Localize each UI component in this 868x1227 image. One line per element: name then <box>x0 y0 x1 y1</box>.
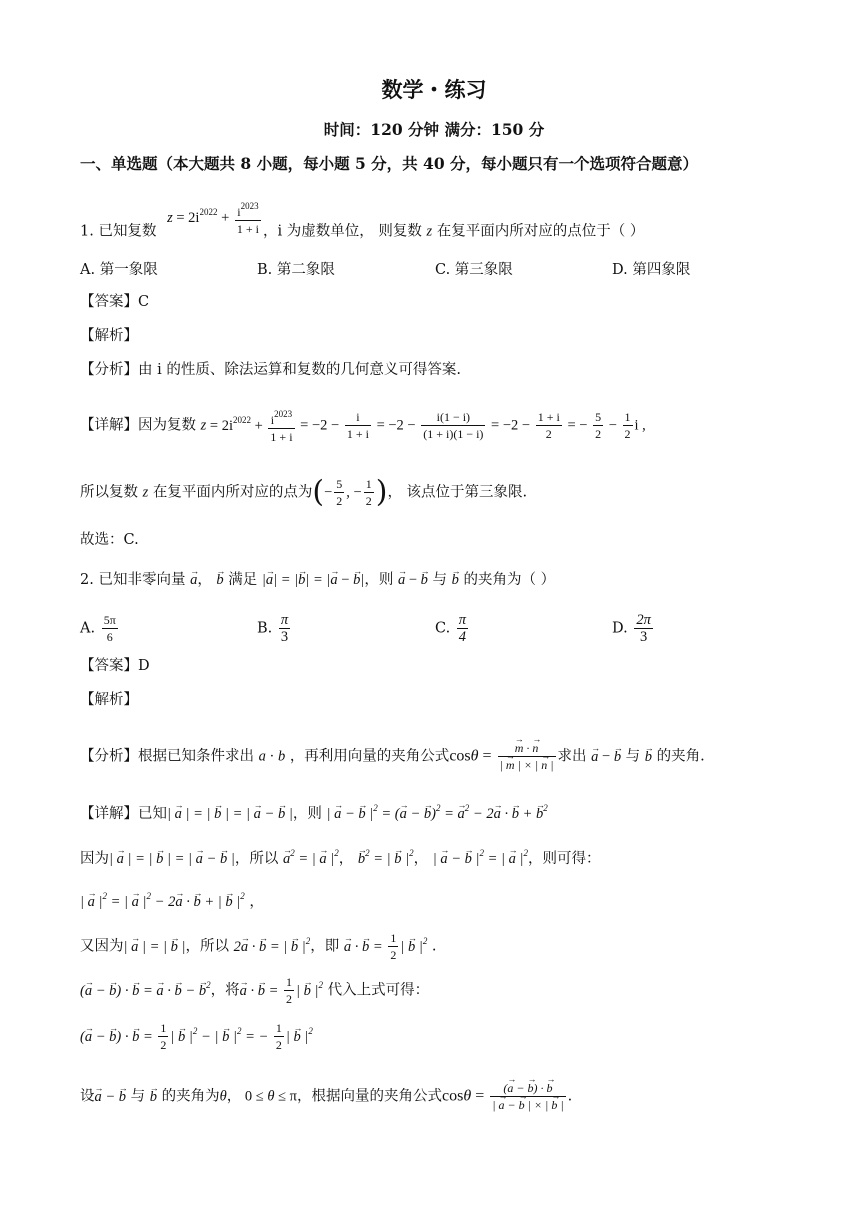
section-heading: 一、单选题（本大题共 8 小题，每小题 5 分，共 40 分，每小题只有一个选项符合题意） <box>80 154 699 173</box>
q1-jiexi: 【解析】 <box>80 328 138 344</box>
q1-option-d: D. 第四象限 <box>612 262 691 278</box>
q2-angle-line: 设→ a − → b 与 → b 的夹角为θ， 0 ≤ θ ≤ π，根据向量的夹角公式cosθ = $\frac{(\to a - \to b) \cdot \to b}{| \to a - \to b | \times | \to b |}$ . <box>80 1080 572 1113</box>
q2-because-line: 因为| → a | = | → b | = | → a − → b |，所以 → $a^2$ = | → a $|^2$， → $b^2$ = | → b $|^2$， | → a − → b $|^2$ = | → a $|^2$，则可得： <box>80 843 601 869</box>
q2-xiangjie: 【详解】已知| → a | = | → b | = | → a − → b |，则 | → a − → b $|^2$ = (→ a − → b)$^2$ = → $a^2 - 2\to a$ · → b + → $b^2$ <box>80 798 548 824</box>
question-1: 1. 已知复数 $z = 2i^{2022}$ + $\frac{i^{2023}}{1 + i}$ ，i 为虚数单位， 则复数 z 在复平面内所对应的点位于（ ） <box>80 212 644 251</box>
q1-option-a: A. 第一象限 <box>80 262 158 278</box>
q2-answer: 【答案】D <box>80 658 150 674</box>
q2-fenxi: 【分析】根据已知条件求出 a · b ，再利用向量的夹角公式cosθ = → $\frac{m \cdot \to n}{| \to m | \times | \to n |}$ 求出 → a − → b 与 → b 的夹角. <box>80 740 705 773</box>
question-2: 2. 已知非零向量 → a， → b 满足 |→ a| = |→ b| = |→ a − → b|，则 → a − → b 与 → b 的夹角为（ ） <box>80 570 555 590</box>
q1-option-c: C. 第三象限 <box>435 262 513 278</box>
q1-point: 所以复数 z 在复平面内所对应的点为(− $\frac{5}{2}$ , − $\frac{1}{2}$ )， 该点位于第三象限. <box>80 474 528 510</box>
q2-equation-1: | → a $|^2$ = | → a $|^2 - 2\to a$ · → b + | → b $|^2$ ， <box>80 886 264 912</box>
q2-option-c: C. $\frac{\pi}{4}$ <box>435 612 467 645</box>
q2-option-a: A. $\frac{5\pi}{6}$ <box>80 613 116 644</box>
q2-equation-4: (→ a − → b) · → b = $\frac{1}{2}$ | → b $|^2$ − | → b $|^2$ = − $\frac{1}{2}$ | → b $|^2$ <box>80 1020 313 1053</box>
q1-answer: 【答案】C <box>80 294 150 310</box>
q1-xiangjie: 【详解】因为复数 $z = 2i^{2022}$ + $\frac{i^{2023}}{1 + i}$ = −2 − $\frac{i}{1 + i}$ = −2 − $\frac{i(1 - i)}{(1 + i)(1 - i)}$ = −2 − $\frac{1 + i}{2}$ = − $\frac{5}{2}$ − $\frac{1}{2}$ i , <box>80 406 646 445</box>
q2-option-b: B. $\frac{\pi}{3}$ <box>257 612 289 645</box>
q2-equation-3: (→ a − → b) · → b = → a · → b − → $b^2$，将→ a · → b = $\frac{1}{2}$ | → b $|^2$ 代入上式可得： <box>80 974 429 1007</box>
q2-jiexi: 【解析】 <box>80 692 138 708</box>
q2-equation-2: 又因为| → a | = | → b |，所以 2→ a · → b = | → b $|^2$，即 → a · → b = $\frac{1}{2}$ | → b $|^2$ . <box>80 930 437 963</box>
q1-guxuan: 故选：C. <box>80 532 139 548</box>
exam-info: 时间：120 分钟 满分：150 分 <box>323 120 545 139</box>
q2-option-d: D. $\frac{2\pi}{3}$ <box>612 612 651 645</box>
q1-fenxi: 【分析】由 i 的性质、除法运算和复数的几何意义可得答案. <box>80 362 461 378</box>
page-title: 数学・练习 <box>381 77 487 102</box>
q1-option-b: B. 第二象限 <box>257 262 335 278</box>
